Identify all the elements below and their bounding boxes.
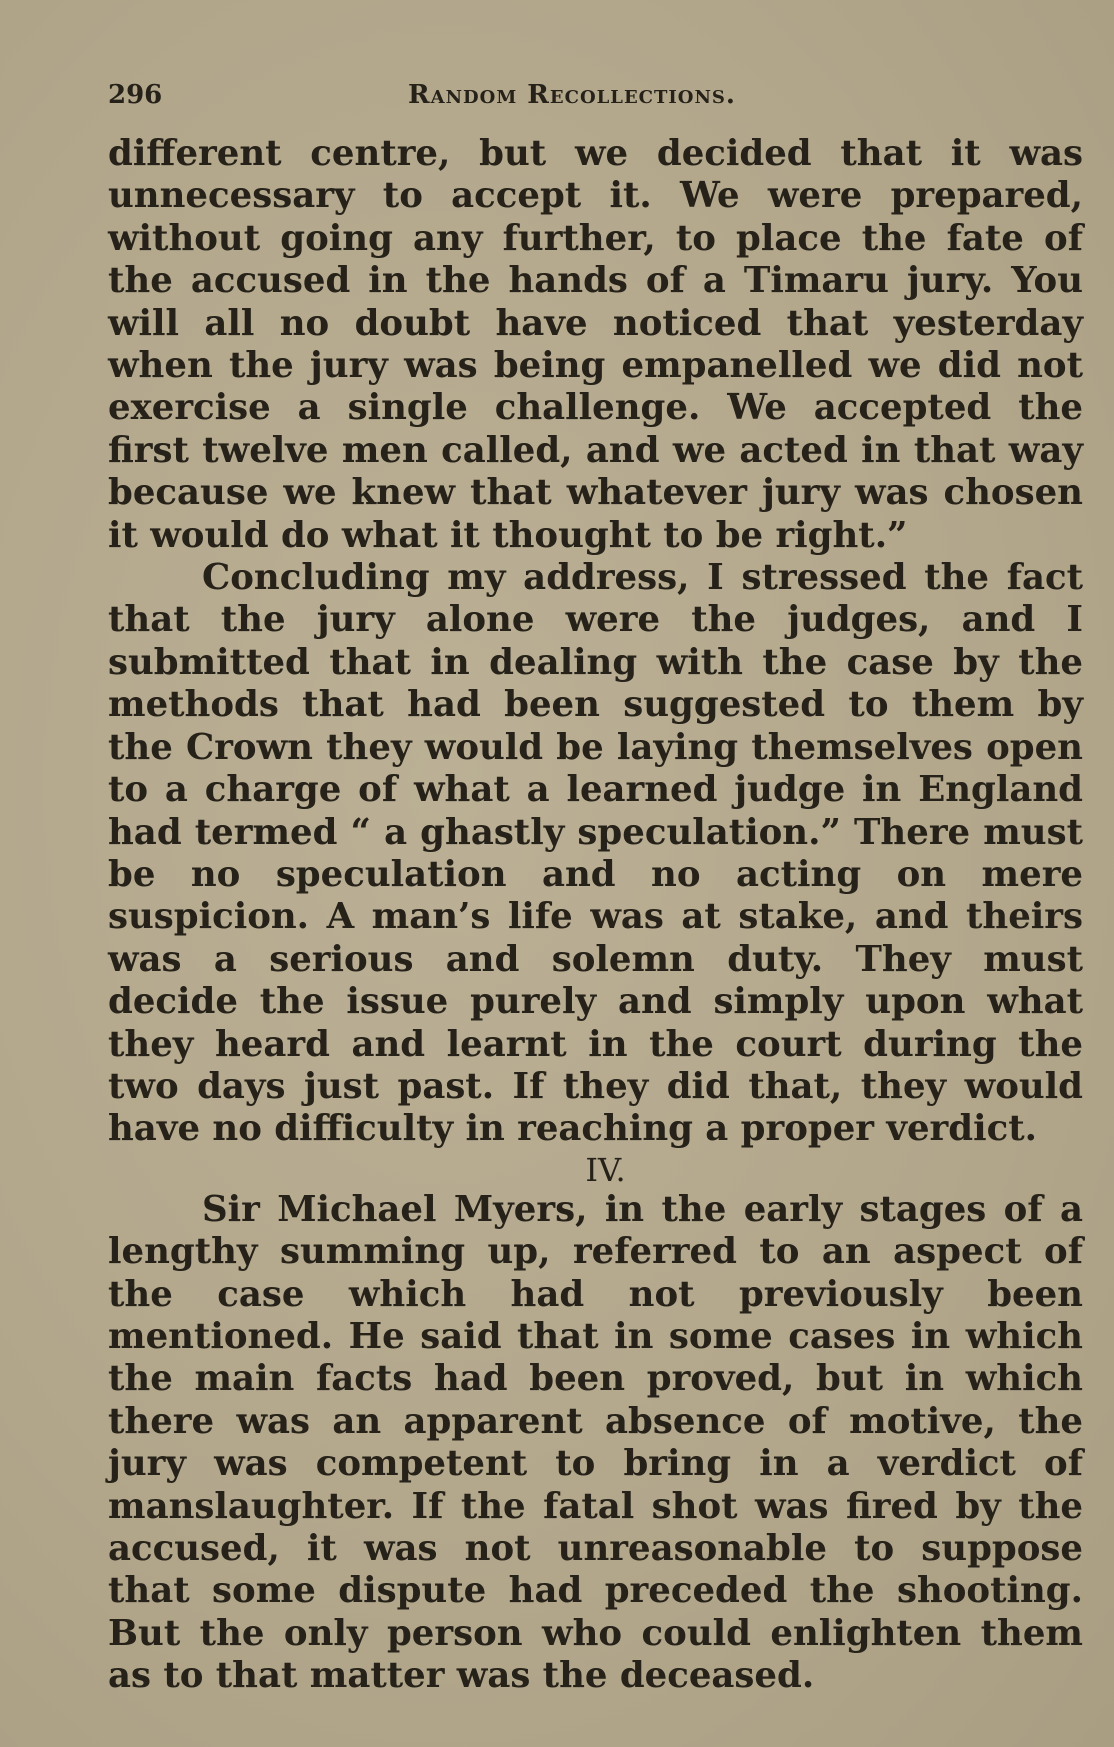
page-number: 296: [108, 80, 163, 110]
running-title: Random Recollections.: [408, 80, 736, 110]
section-heading: IV.: [585, 1150, 626, 1189]
paragraph-3: Sir Michael Myers, in the early stages of a lengthy summing up, referred to an aspect of the case which had not previously been mentioned. He said that in some cases in which the main facts had been proved, but in which there was an apparent absence of motive, the jury was competent to bring in a verdict of manslaughter. If the fatal shot was fired by the accused, it was not unreasonable to suppose that some dispute had preceded the shooting. But the only person who could enlighten them as to that matter was the deceased.: [108, 1188, 1083, 1697]
running-head: [108, 72, 1084, 116]
body-text: [108, 133, 1083, 1698]
paragraph-1: different centre, but we decided that it was unnecessary to accept it. We were prepared, without going any further, to place the fate of the accused in the hands of a Timaru jury. You will all no doubt have noticed that yesterday when the jury was being empanelled we did not exercise a single challenge. We accepted the first twelve men called, and we acted in that way because we knew that whatever jury was chosen it would do what it thought to be right.”: [108, 133, 1083, 556]
paragraph-2: Concluding my address, I stressed the fact that the jury alone were the judges, and I submitted that in dealing with the case by the methods that had been suggested to them by the Crown they would be laying themselves open to a charge of what a learned judge in England had termed “ a ghastly speculation.” There must be no speculation and no acting on mere suspicion. A man’s life was at stake, and theirs was a serious and solemn duty. They must decide the issue purely and simply upon what they heard and learnt in the court during the two days just past. If they did that, they would have no difficulty in reaching a proper verdict.: [108, 557, 1083, 1150]
